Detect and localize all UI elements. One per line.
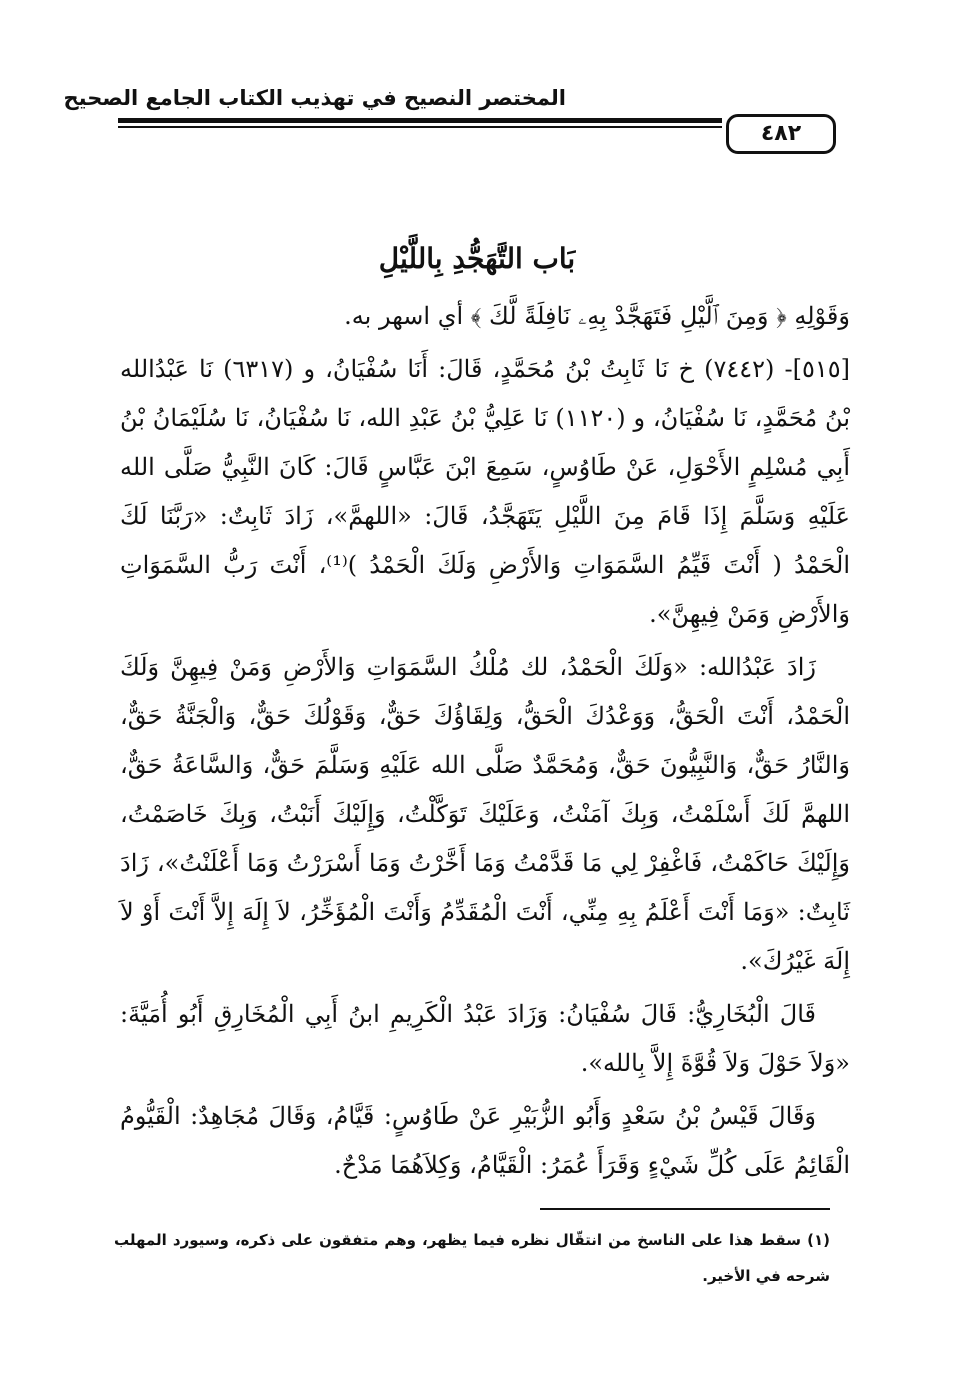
page-number: ٤٨٢ xyxy=(726,114,836,154)
header-rule-thin xyxy=(118,126,722,128)
footnote-divider xyxy=(540,1208,830,1210)
paragraph-bukhari-note: قَالَ الْبُخَارِيُّ: قَالَ سُفْيَانُ: وَزَادَ عَبْدُ الْكَرِيمِ ابنُ أَبِي الْمُخَارِقِ أَبُو أُمَيَّةَ: «وَلاَ حَوْلَ وَلاَ قُوَّةَ إِلاَّ بِالله». xyxy=(120,1000,850,1077)
paragraph-verse: وَقَوْلِهِ ﴿ وَمِنَ ٱلَّيْلِ فَتَهَجَّدْ بِهِۦ نَافِلَةً لَّكَ ﴾ أي اسهر به. xyxy=(344,302,850,330)
chapter-title: بَاب التَّهَجُّدِ بِاللَّيْلِ xyxy=(378,242,576,275)
paragraph-hadith-chain: [٥١٥]- (٧٤٤٢) خ نَا ثَابِتُ بْنُ مُحَمَّدٍ، قَالَ: أَنَا سُفْيَانُ، و (٦٣١٧) نَا عَبْدُالله بْنُ مُحَمَّدٍ، نَا سُفْيَانُ، و (١١٢٠) نَا عَلِيُّ بْنُ عَبْدِ الله، نَا سُفْيَانُ، نَا سُلَيْمَانُ بْنُ أَبِي مُسْلِمٍ الأَحْوَلِ، عَنْ طَاوُسٍ، سَمِعَ ابْنَ عَبَّاسٍ قَالَ: كَانَ النَّبِيُّ صَلَّى الله عَلَيْهِ وَسَلَّمَ إِذَا قَامَ مِنَ اللَّيْلِ يَتَهَجَّدُ، قَالَ: «اللهمَّ»، زَادَ ثَابِتٌ: «رَبَّنَا لَكَ الْحَمْدُ ( أَنْتَ قَيِّمُ السَّمَوَاتِ وَالأَرْضِ وَلَكَ الْحَمْدُ )⁽¹⁾، أَنْتَ رَبُّ السَّمَوَاتِ وَالأَرْضِ وَمَنْ فِيهِنَّ». xyxy=(120,355,851,628)
header-rule-thick xyxy=(118,118,722,123)
running-title: المختصر النصيح في تهذيب الكتاب الجامع الصحيح xyxy=(63,86,566,110)
paragraph-addition-abdullah: زَادَ عَبْدُالله: «وَلَكَ الْحَمْدُ، لك مُلْكُ السَّمَوَاتِ وَالأَرْضِ وَمَنْ فِيهِنَّ وَلَكَ الْحَمْدُ، أَنْتَ الْحَقُّ، وَوَعْدُكَ الْحَقُّ، وَلِقَاؤُكَ حَقٌّ، وَقَوْلُكَ حَقٌّ، وَالْجَنَّةُ حَقٌّ، وَالنَّارُ حَقٌّ، وَالنَّبِيُّونَ حَقٌّ، وَمُحَمَّدٌ صَلَّى الله عَلَيْهِ وَسَلَّمَ حَقٌّ، وَالسَّاعَةُ حَقٌّ، اللهمَّ لَكَ أَسْلَمْتُ، وَبِكَ آمَنْتُ، وَعَلَيْكَ تَوَكَّلْتُ، وَإِلَيْكَ أَنَبْتُ، وَبِكَ خَاصَمْتُ، وَإِلَيْكَ حَاكَمْتُ، فَاغْفِرْ لِي مَا قَدَّمْتُ وَمَا أَخَّرْتُ وَمَا أَسْرَرْتُ وَمَا أَعْلَنْتُ»، زَادَ ثَابِتٌ: «وَمَا أَنْتَ أَعْلَمُ بِهِ مِنِّي، أَنْتَ الْمُقَدِّمُ وَأَنْتَ الْمُؤَخِّرُ، لاَ إِلَهَ إِلاَّ أَنْتَ أَوْ لاَ إِلَهَ غَيْرُكَ». xyxy=(120,653,850,975)
paragraph-qays-note: وَقَالَ قَيْسُ بْنُ سَعْدٍ وَأَبُو الزُّبَيْرِ عَنْ طَاوُسٍ: قَيَّامُ، وَقَالَ مُجَاهِدٌ: الْقَيُّومُ الْقَائِمُ عَلَى كُلِّ شَيْءٍ وَقَرَأَ عُمَرُ: الْقَيَّامُ، وَكِلاَهُمَا مَدْحٌ. xyxy=(120,1102,850,1179)
footnote: (١) سقط هذا على الناسخ من انتقّال نظره فيما يظهر، وهم متفقون على ذكره، وسيورد المهلب شرحه في الأخير. xyxy=(114,1231,830,1285)
main-text xyxy=(120,292,850,1194)
